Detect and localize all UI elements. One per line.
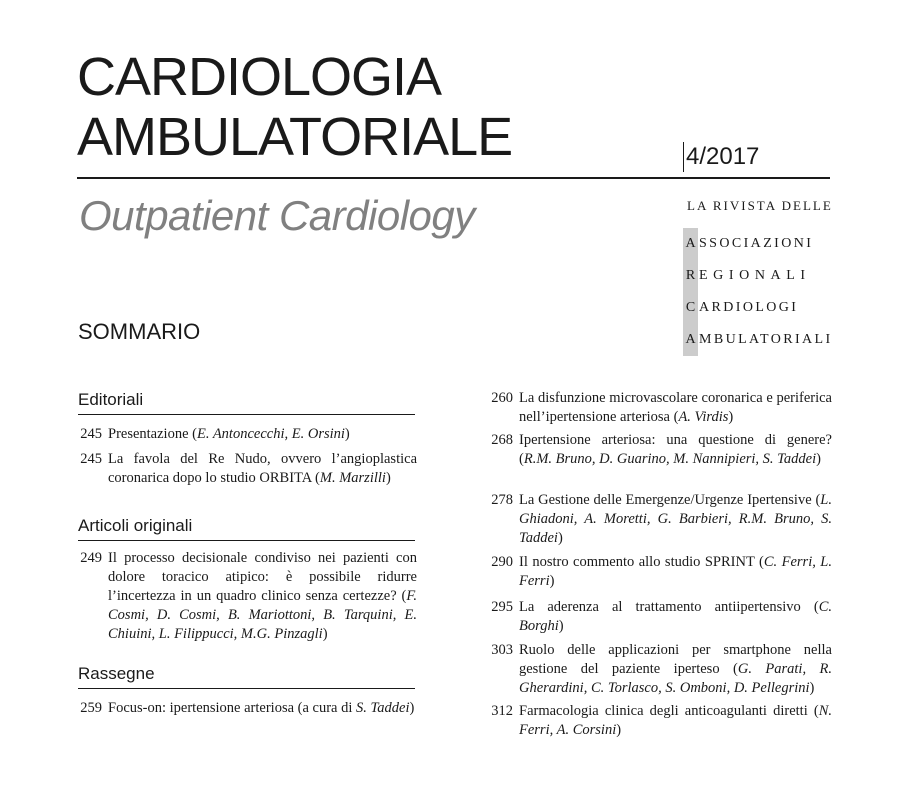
association-heading: LA RIVISTA DELLE <box>687 198 833 213</box>
toc-entry-authors: F. Cosmi, D. Cosmi, B. Mariottoni, B. Tarquini, E. Chiuini, L. Filippucci, M.G. Pinzagli <box>108 588 417 642</box>
toc-entry-text <box>108 450 417 488</box>
toc-entry-authors: R.M. Bruno, D. Guarino, M. Nannipieri, S. Taddei <box>523 451 817 467</box>
toc-entry[interactable] <box>77 699 417 718</box>
toc-page-number: 249 <box>80 550 102 566</box>
acronym-letter: R <box>683 260 698 292</box>
journal-title-line-2: AMBULATORIALE <box>77 107 513 167</box>
toc-entry[interactable] <box>475 491 832 548</box>
toc-page-number: 260 <box>491 390 513 406</box>
acronym-word-rest: EGIONALI <box>699 268 811 283</box>
acronym-word-rest: SSOCIAZIONI <box>699 236 814 251</box>
association-line-associazioni <box>683 228 833 260</box>
acronym-letter: C <box>683 292 698 324</box>
toc-page-number: 290 <box>491 554 513 570</box>
toc-page-number: 312 <box>491 703 513 719</box>
association-line-regionali <box>683 260 833 292</box>
toc-entry-authors: C. Borghi <box>519 599 832 634</box>
toc-heading: SOMMARIO <box>78 319 201 344</box>
association-line-cardiologi <box>683 292 833 324</box>
toc-entry-tail: ) <box>344 426 350 442</box>
toc-entry-tail: ) <box>322 626 328 642</box>
toc-entry-tail: ) <box>816 451 821 467</box>
toc-entry-authors: M. Marzilli <box>319 470 386 486</box>
toc-entry-title: La favola del Re Nudo, ovvero l’angioplastica coronarica dopo lo studio ORBITA ( <box>108 451 417 486</box>
toc-entry-title: Presentazione ( <box>108 426 197 442</box>
toc-entry-title: Il processo decisionale condiviso nei pazienti con dolore toracico atipico: è possibile ridurre l’incertezza in un quadro clinico senza certezze? ( <box>108 550 417 604</box>
toc-entry-authors: E. Antoncecchi, E. Orsini <box>196 426 345 442</box>
header-rule <box>77 177 830 179</box>
toc-entry-text <box>519 641 832 698</box>
toc-entry[interactable] <box>475 553 832 591</box>
toc-entry-title: La disfunzione microvascolare coronarica e periferica nell’ipertensione arteriosa ( <box>519 390 832 425</box>
toc-page-number: 245 <box>80 426 102 442</box>
toc-entry-text <box>519 598 832 636</box>
issue-number: 4/2017 <box>683 142 759 172</box>
acronym-word-rest: MBULATORIALI <box>699 332 833 347</box>
journal-subtitle: Outpatient Cardiology <box>79 192 475 239</box>
association-line-ambulatoriali <box>683 324 833 356</box>
toc-page-number: 245 <box>80 451 102 467</box>
acronym-word-rest: ARDIOLOGI <box>699 300 799 315</box>
toc-entry-text <box>108 549 417 644</box>
toc-entry-title: Il nostro commento allo studio SPRINT ( <box>519 554 764 570</box>
section-title-rassegne: Rassegne <box>78 663 415 689</box>
toc-entry[interactable] <box>475 431 832 469</box>
toc-entry-tail: ) <box>549 573 555 589</box>
toc-entry[interactable] <box>77 549 417 644</box>
acronym-letter: A <box>683 228 698 260</box>
toc-entry-title: Focus-on: ipertensione arteriosa (a cura di <box>108 700 357 716</box>
toc-entry[interactable] <box>77 450 417 488</box>
toc-entry-title: Farmacologia clinica degli anticoagulanti diretti ( <box>519 703 819 719</box>
toc-entry-tail: ) <box>809 680 815 696</box>
toc-entry[interactable] <box>475 598 832 636</box>
toc-entry-tail: ) <box>728 409 734 425</box>
toc-entry-authors: G. Parati, R. Gherardini, C. Torlasco, S. Omboni, D. Pellegrini <box>519 661 832 696</box>
toc-entry[interactable] <box>475 641 832 698</box>
toc-page-number: 268 <box>491 432 513 448</box>
toc-entry-title: Ipertensione arteriosa: una questione di genere? ( <box>519 432 832 467</box>
toc-entry-text <box>108 425 417 444</box>
toc-entry[interactable] <box>475 389 832 427</box>
toc-entry-text <box>519 553 832 591</box>
section-title-editoriali: Editoriali <box>78 389 415 415</box>
toc-entry-authors: S. Taddei <box>356 700 410 716</box>
toc-entry-text <box>519 702 832 740</box>
toc-entry-authors: C. Ferri, L. Ferri <box>519 554 832 589</box>
section-title-articoli-originali: Articoli originali <box>78 515 415 541</box>
toc-entry-tail: ) <box>616 722 622 738</box>
toc-entry-title: La Gestione delle Emergenze/Urgenze Ipertensive ( <box>519 492 821 508</box>
toc-entry-tail: ) <box>385 470 391 486</box>
toc-entry-tail: ) <box>557 530 563 546</box>
acronym-letter: A <box>683 324 698 356</box>
toc-entry-authors: N. Ferri, A. Corsini <box>519 703 832 738</box>
toc-page-number: 259 <box>80 700 102 716</box>
toc-entry-text <box>519 431 832 469</box>
toc-entry-text <box>519 491 832 548</box>
toc-page-number: 278 <box>491 492 513 508</box>
toc-entry-text <box>108 699 417 718</box>
toc-page-number: 295 <box>491 599 513 615</box>
journal-title-line-1: CARDIOLOGIA <box>77 47 442 107</box>
toc-entry[interactable] <box>77 425 417 444</box>
toc-entry-tail: ) <box>558 618 564 634</box>
toc-entry[interactable] <box>475 702 832 740</box>
toc-entry-title: Ruolo delle applicazioni per smartphone nella gestione del paziente iperteso ( <box>519 642 832 677</box>
toc-entry-authors: L. Ghiadoni, A. Moretti, G. Barbieri, R.M. Bruno, S. Taddei <box>519 492 832 546</box>
toc-page-number: 303 <box>491 642 513 658</box>
toc-entry-text <box>519 389 832 427</box>
association-block <box>683 197 833 356</box>
toc-entry-title: La aderenza al trattamento antiipertensivo ( <box>519 599 819 615</box>
toc-entry-tail: ) <box>409 700 415 716</box>
toc-entry-authors: A. Virdis <box>678 409 729 425</box>
